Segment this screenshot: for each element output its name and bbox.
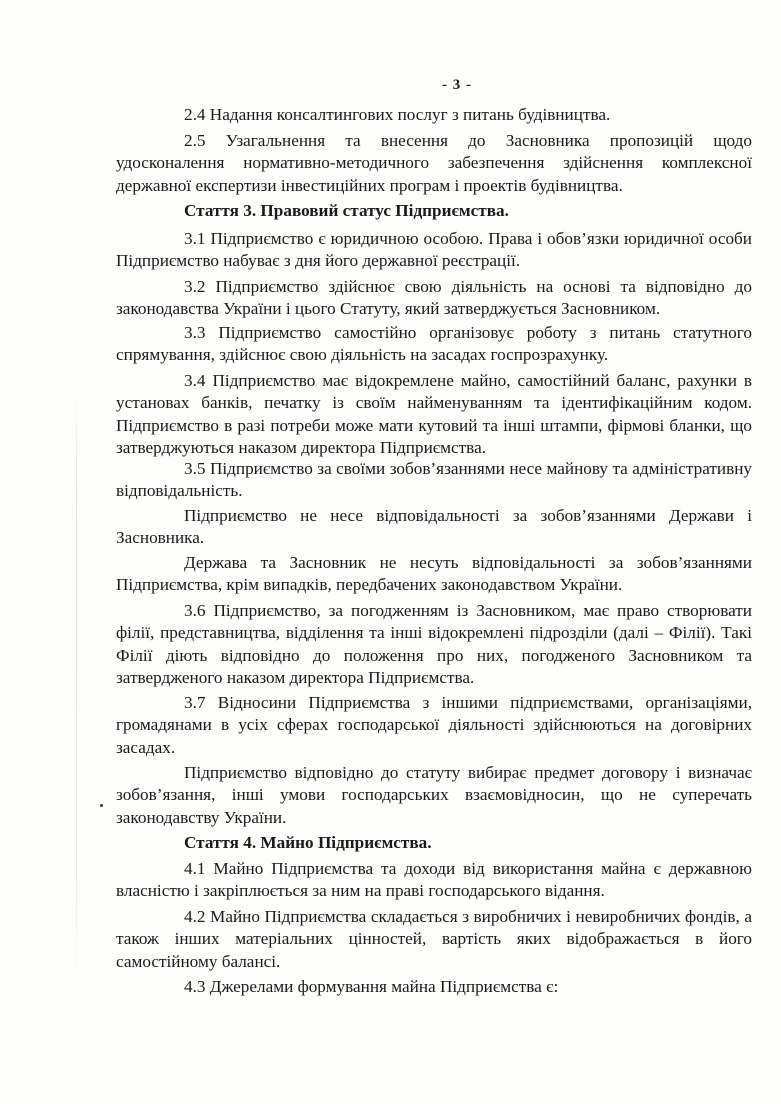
paragraph-text: Підприємство не несе відповідальності за зобов’язаннями Держави і Засновника.	[116, 506, 752, 548]
paragraph-2-4	[116, 104, 752, 126]
paragraph-text: Держава та Засновник не несуть відповідальності за зобов’язаннями Підприємства, крім випадків, передбачених законодавством України.	[116, 553, 752, 595]
paragraph-text: 4.3 Джерелами формування майна Підприємства є:	[184, 977, 559, 996]
paragraph-3-6	[116, 600, 752, 690]
paragraph-text: 3.6 Підприємство, за погодженням із Засновником, має право створювати філії, представництва, відділення та інші відокремлені підрозділи (далі – Філії). Такі Філії діють відповідно до положення про них, погодженого Засновником та затвердженого наказом директора Підприємства.	[116, 601, 752, 688]
scan-speck	[100, 804, 103, 807]
paragraph-3-7-b	[116, 762, 752, 829]
paragraph-text: 2.5 Узагальнення та внесення до Засновника пропозицій щодо удосконалення нормативно-методичного забезпечення здійснення комплексної державної експертизи інвестиційних програм і проектів будівництва.	[116, 131, 752, 195]
paragraph-4-3	[116, 976, 752, 998]
paragraph-3-5-c	[116, 552, 752, 597]
article-3-heading	[116, 200, 752, 222]
paragraph-text: 3.2 Підприємство здійснює свою діяльність на основі та відповідно до законодавства України і цього Статуту, який затверджується Засновником.	[116, 277, 752, 319]
paragraph-text: 3.5 Підприємство за своїми зобов’язаннями несе майнову та адміністративну відповідальність.	[116, 459, 752, 501]
paragraph-3-5	[116, 458, 752, 503]
page-number: - 3 -	[442, 77, 472, 93]
paragraph-text: 4.1 Майно Підприємства та доходи від використання майна є державною власністю і закріплюється за ним на праві господарського відання.	[116, 859, 752, 901]
paragraph-4-1	[116, 858, 752, 903]
paragraph-3-3	[116, 322, 752, 367]
paragraph-text: 3.7 Відносини Підприємства з іншими підприємствами, організаціями, громадянами в усіх сферах господарської діяльності здійснюються на договірних засадах.	[116, 693, 752, 757]
paragraph-3-4	[116, 370, 752, 460]
section-heading: Стаття 4. Майно Підприємства.	[184, 833, 432, 852]
paragraph-text: 2.4 Надання консалтингових послуг з питань будівництва.	[184, 105, 611, 124]
paragraph-3-5-b	[116, 505, 752, 550]
paragraph-3-1	[116, 228, 752, 273]
paragraph-3-7	[116, 692, 752, 759]
paragraph-text: Підприємство відповідно до статуту вибирає предмет договору і визначає зобов’язання, інші умови господарських взаємовідносин, що не суперечать законодавству України.	[116, 763, 752, 827]
paragraph-3-2	[116, 276, 752, 321]
paragraph-4-2	[116, 906, 752, 973]
section-heading: Стаття 3. Правовий статус Підприємства.	[184, 201, 509, 220]
article-4-heading	[116, 832, 752, 854]
paragraph-text: 3.3 Підприємство самостійно організовує роботу з питань статутного спрямування, здійснює свою діяльність на засадах госпрозрахунку.	[116, 323, 752, 365]
paragraph-2-5	[116, 130, 752, 197]
paragraph-text: 3.1 Підприємство є юридичною особою. Права і обов’язки юридичної особи Підприємство набуває з дня його державної реєстрації.	[116, 229, 752, 271]
paragraph-text: 3.4 Підприємство має відокремлене майно, самостійний баланс, рахунки в установах банків, печатку із своїм найменуванням та ідентифікаційним кодом. Підприємство в разі потреби може мати кутовий та інші штампи, фірмові бланки, що затверджуються наказом директора Підприємства.	[116, 371, 752, 458]
paragraph-text: 4.2 Майно Підприємства складається з виробничих і невиробничих фондів, а також інших матеріальних цінностей, вартість яких відображається в його самостійному балансі.	[116, 907, 752, 971]
scan-margin-line	[76, 380, 77, 1000]
